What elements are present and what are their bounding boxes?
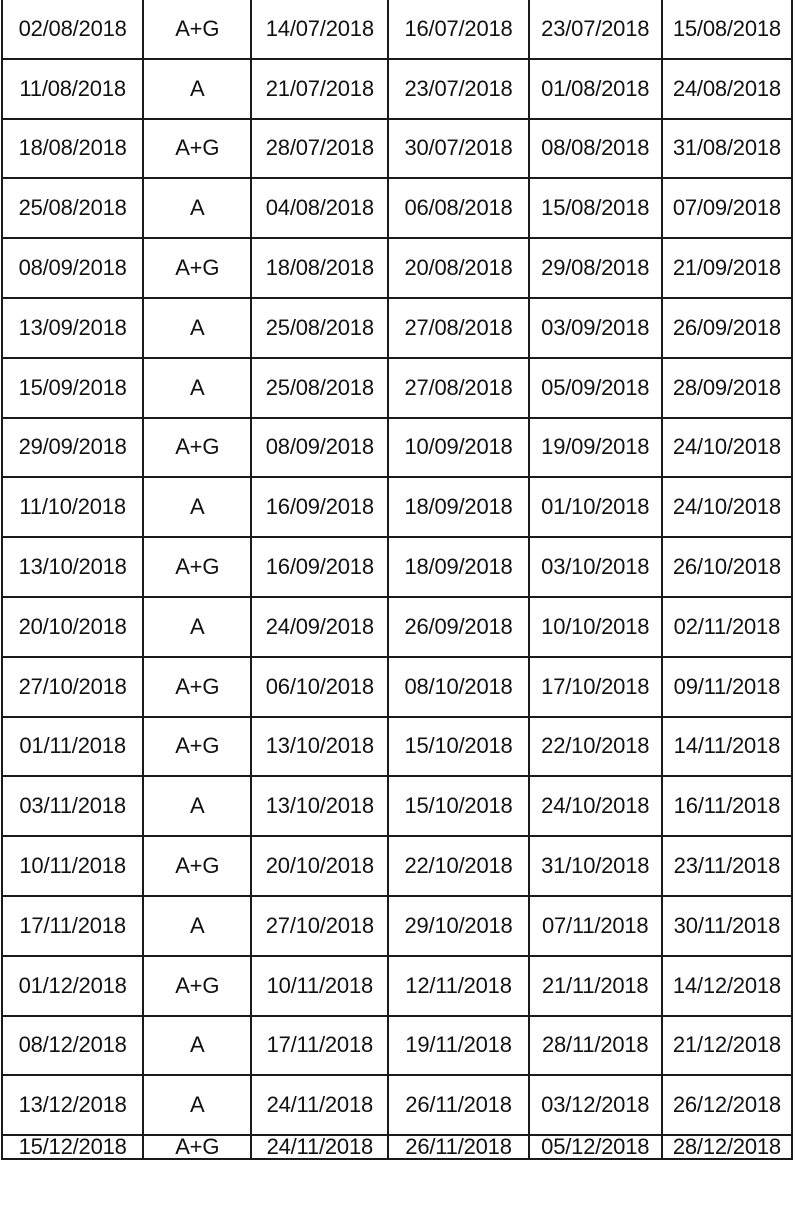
date-cell: 07/11/2018 xyxy=(529,896,662,956)
table-row xyxy=(2,358,792,418)
date-cell: 23/07/2018 xyxy=(388,59,528,119)
date-cell: 04/08/2018 xyxy=(251,178,388,238)
date-cell: 29/10/2018 xyxy=(388,896,528,956)
date-cell: 19/11/2018 xyxy=(388,1016,528,1076)
date-cell: 26/11/2018 xyxy=(388,1075,528,1135)
date-cell: 21/12/2018 xyxy=(662,1016,792,1076)
date-cell: 23/11/2018 xyxy=(662,836,792,896)
date-cell: 10/09/2018 xyxy=(388,418,528,478)
date-cell: 24/08/2018 xyxy=(662,59,792,119)
table-row xyxy=(2,418,792,478)
date-cell: 01/10/2018 xyxy=(529,477,662,537)
date-cell: 08/09/2018 xyxy=(251,418,388,478)
date-cell: 27/08/2018 xyxy=(388,358,528,418)
date-cell: 28/11/2018 xyxy=(529,1016,662,1076)
table-row xyxy=(2,477,792,537)
date-cell: 13/09/2018 xyxy=(2,298,143,358)
date-cell: 02/11/2018 xyxy=(662,597,792,657)
date-cell: 20/08/2018 xyxy=(388,238,528,298)
date-cell: 13/10/2018 xyxy=(251,776,388,836)
type-cell: A xyxy=(143,298,251,358)
table-row xyxy=(2,1016,792,1076)
table-row xyxy=(2,896,792,956)
date-cell: 16/09/2018 xyxy=(251,477,388,537)
date-cell: 02/08/2018 xyxy=(2,0,143,59)
type-cell: A+G xyxy=(143,956,251,1016)
date-cell: 21/11/2018 xyxy=(529,956,662,1016)
table-row xyxy=(2,59,792,119)
date-cell: 11/08/2018 xyxy=(2,59,143,119)
date-cell: 03/10/2018 xyxy=(529,537,662,597)
table-row xyxy=(2,537,792,597)
date-cell: 08/10/2018 xyxy=(388,657,528,717)
date-cell: 11/10/2018 xyxy=(2,477,143,537)
type-cell: A xyxy=(143,896,251,956)
type-cell: A xyxy=(143,776,251,836)
date-cell: 25/08/2018 xyxy=(251,358,388,418)
date-cell: 08/12/2018 xyxy=(2,1016,143,1076)
date-cell: 06/10/2018 xyxy=(251,657,388,717)
schedule-table xyxy=(1,0,793,1160)
date-cell: 18/08/2018 xyxy=(251,238,388,298)
type-cell: A+G xyxy=(143,119,251,179)
type-cell: A+G xyxy=(143,238,251,298)
date-cell: 15/08/2018 xyxy=(529,178,662,238)
date-cell: 18/08/2018 xyxy=(2,119,143,179)
date-cell: 17/10/2018 xyxy=(529,657,662,717)
table-row xyxy=(2,238,792,298)
date-cell: 16/07/2018 xyxy=(388,0,528,59)
date-cell: 13/10/2018 xyxy=(251,717,388,777)
table-row xyxy=(2,776,792,836)
date-cell: 25/08/2018 xyxy=(2,178,143,238)
date-cell: 10/10/2018 xyxy=(529,597,662,657)
date-cell: 10/11/2018 xyxy=(251,956,388,1016)
type-cell: A+G xyxy=(143,836,251,896)
type-cell: A+G xyxy=(143,0,251,59)
date-cell: 01/08/2018 xyxy=(529,59,662,119)
date-cell: 03/09/2018 xyxy=(529,298,662,358)
date-cell: 30/11/2018 xyxy=(662,896,792,956)
date-cell: 01/11/2018 xyxy=(2,717,143,777)
date-cell: 26/11/2018 xyxy=(388,1135,528,1159)
date-cell: 17/11/2018 xyxy=(2,896,143,956)
type-cell: A xyxy=(143,1016,251,1076)
date-cell: 30/07/2018 xyxy=(388,119,528,179)
date-cell: 20/10/2018 xyxy=(2,597,143,657)
date-cell: 26/10/2018 xyxy=(662,537,792,597)
date-cell: 01/12/2018 xyxy=(2,956,143,1016)
date-cell: 16/11/2018 xyxy=(662,776,792,836)
table-row xyxy=(2,956,792,1016)
date-cell: 14/07/2018 xyxy=(251,0,388,59)
date-cell: 07/09/2018 xyxy=(662,178,792,238)
date-cell: 26/09/2018 xyxy=(388,597,528,657)
date-cell: 08/09/2018 xyxy=(2,238,143,298)
date-cell: 05/12/2018 xyxy=(529,1135,662,1159)
date-cell: 31/08/2018 xyxy=(662,119,792,179)
table-row xyxy=(2,657,792,717)
date-cell: 15/08/2018 xyxy=(662,0,792,59)
date-cell: 27/08/2018 xyxy=(388,298,528,358)
date-cell: 15/10/2018 xyxy=(388,776,528,836)
type-cell: A xyxy=(143,477,251,537)
type-cell: A xyxy=(143,597,251,657)
date-cell: 26/12/2018 xyxy=(662,1075,792,1135)
date-cell: 27/10/2018 xyxy=(251,896,388,956)
table-row xyxy=(2,1135,792,1159)
date-cell: 26/09/2018 xyxy=(662,298,792,358)
date-cell: 14/12/2018 xyxy=(662,956,792,1016)
date-cell: 18/09/2018 xyxy=(388,537,528,597)
date-cell: 23/07/2018 xyxy=(529,0,662,59)
date-cell: 03/11/2018 xyxy=(2,776,143,836)
type-cell: A xyxy=(143,1075,251,1135)
date-cell: 27/10/2018 xyxy=(2,657,143,717)
date-cell: 17/11/2018 xyxy=(251,1016,388,1076)
date-cell: 21/09/2018 xyxy=(662,238,792,298)
type-cell: A+G xyxy=(143,717,251,777)
date-cell: 24/10/2018 xyxy=(662,477,792,537)
date-cell: 24/09/2018 xyxy=(251,597,388,657)
date-cell: 13/10/2018 xyxy=(2,537,143,597)
type-cell: A+G xyxy=(143,657,251,717)
date-cell: 24/10/2018 xyxy=(529,776,662,836)
table-row xyxy=(2,0,792,59)
date-cell: 22/10/2018 xyxy=(388,836,528,896)
date-cell: 22/10/2018 xyxy=(529,717,662,777)
date-cell: 12/11/2018 xyxy=(388,956,528,1016)
date-cell: 13/12/2018 xyxy=(2,1075,143,1135)
date-cell: 21/07/2018 xyxy=(251,59,388,119)
date-cell: 15/10/2018 xyxy=(388,717,528,777)
type-cell: A+G xyxy=(143,418,251,478)
table-row xyxy=(2,1075,792,1135)
date-cell: 06/08/2018 xyxy=(388,178,528,238)
type-cell: A+G xyxy=(143,1135,251,1159)
type-cell: A xyxy=(143,178,251,238)
date-cell: 25/08/2018 xyxy=(251,298,388,358)
table-row xyxy=(2,597,792,657)
date-cell: 19/09/2018 xyxy=(529,418,662,478)
date-cell: 24/11/2018 xyxy=(251,1075,388,1135)
type-cell: A+G xyxy=(143,537,251,597)
date-cell: 05/09/2018 xyxy=(529,358,662,418)
date-cell: 15/12/2018 xyxy=(2,1135,143,1159)
type-cell: A xyxy=(143,358,251,418)
date-cell: 10/11/2018 xyxy=(2,836,143,896)
date-cell: 20/10/2018 xyxy=(251,836,388,896)
date-cell: 24/11/2018 xyxy=(251,1135,388,1159)
date-cell: 15/09/2018 xyxy=(2,358,143,418)
date-cell: 24/10/2018 xyxy=(662,418,792,478)
date-cell: 29/09/2018 xyxy=(2,418,143,478)
table-row xyxy=(2,298,792,358)
table-row xyxy=(2,717,792,777)
date-cell: 08/08/2018 xyxy=(529,119,662,179)
date-cell: 16/09/2018 xyxy=(251,537,388,597)
date-cell: 28/09/2018 xyxy=(662,358,792,418)
table-row xyxy=(2,119,792,179)
date-cell: 14/11/2018 xyxy=(662,717,792,777)
date-cell: 03/12/2018 xyxy=(529,1075,662,1135)
date-cell: 31/10/2018 xyxy=(529,836,662,896)
date-cell: 29/08/2018 xyxy=(529,238,662,298)
schedule-table-body xyxy=(2,0,792,1159)
type-cell: A xyxy=(143,59,251,119)
date-cell: 28/07/2018 xyxy=(251,119,388,179)
date-cell: 09/11/2018 xyxy=(662,657,792,717)
date-cell: 28/12/2018 xyxy=(662,1135,792,1159)
table-row xyxy=(2,836,792,896)
table-row xyxy=(2,178,792,238)
date-cell: 18/09/2018 xyxy=(388,477,528,537)
